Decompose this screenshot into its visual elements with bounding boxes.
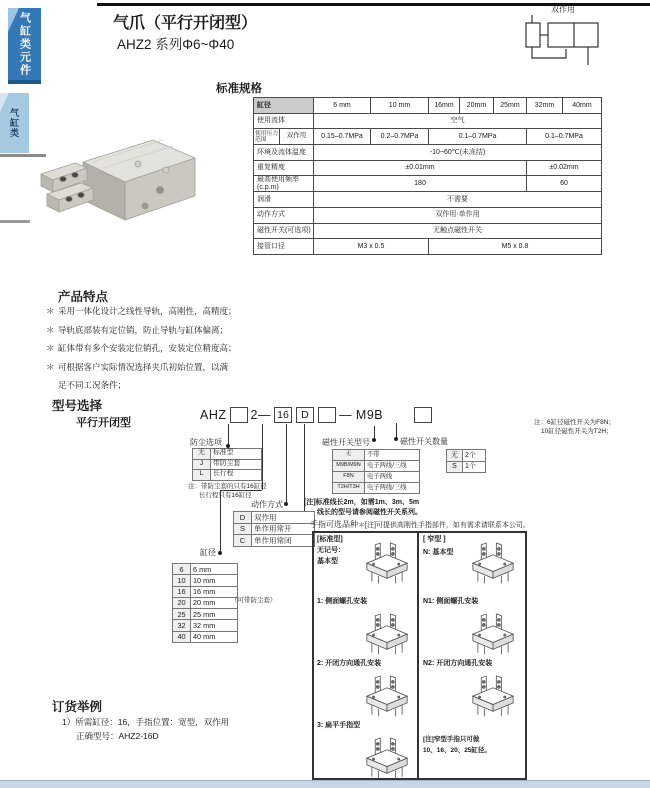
option-row: S 1个	[447, 461, 486, 473]
cable-note-line: [注]标准线长2m，如需1m、3m、5m	[304, 499, 420, 506]
switch-qty-label: 磁性开关数量	[400, 437, 448, 446]
model-section-title: 型号选择	[52, 399, 103, 413]
spec-row: 动作方式 双作用·单作用	[254, 207, 602, 223]
leader-dot	[394, 437, 398, 441]
leader-line	[396, 423, 397, 438]
model-code-box	[230, 407, 248, 423]
finger-option-cell	[420, 719, 521, 781]
finger-option-label: [注]窄型手指只可做	[423, 736, 480, 743]
finger-option-cell	[314, 533, 415, 595]
spec-row: 接管口径 M3 x 0.5 M5 x 0.8	[254, 239, 602, 255]
features-section-title: 产品特点	[58, 290, 109, 304]
spec-row: 使用流体 空气	[254, 113, 602, 129]
sidebar-tab-cylinder	[0, 93, 29, 153]
spec-row: 使用压力范围 双作用 0.15–0.7MPa 0.2–0.7MPa 0.1–0.7MPa 0.1–0.7MPa	[254, 129, 602, 145]
leader-dot	[218, 551, 222, 555]
gripper-icon	[467, 671, 519, 718]
product-photo-gripper	[33, 110, 208, 238]
dust-note-line: 长行程只有16缸径	[199, 492, 252, 499]
model-subtitle: 平行开闭型	[76, 417, 131, 429]
option-row: 32 32 mm	[173, 620, 238, 631]
option-row: 无 不带	[333, 450, 420, 461]
option-row: C 单作用常闭	[234, 535, 315, 547]
pneumatic-circuit-icon	[514, 13, 614, 65]
finger-option-cell	[420, 533, 521, 595]
feature-item: ＊ 缸体带有多个安装定位销孔，安装定位精度高；	[46, 343, 237, 353]
dust-option-table	[192, 448, 262, 481]
model-code-box: 16	[274, 407, 292, 423]
spec-row: 重复精度 ±0.01mm ±0.02mm	[254, 160, 602, 176]
cable-note-line: 线长的型号请参阅磁性开关系列。	[317, 509, 422, 516]
model-code-text: 2—	[250, 407, 271, 422]
leader-line	[374, 426, 375, 438]
feature-item: 足不同工况条件；	[58, 380, 127, 390]
order-example-line: 1）所需缸径：16，手指位置：宽型，双作用	[62, 717, 230, 727]
option-row: M9B/M9N 电子两线/三线	[333, 461, 420, 472]
page-title: 气爪（平行开闭型）	[113, 15, 258, 32]
option-row: 10 10 mm	[173, 575, 238, 586]
finger-options-heading	[310, 519, 530, 530]
sidebar-rule	[0, 220, 30, 223]
sidebar-tab-label: 气缸类	[9, 108, 19, 138]
option-row: T2H/T3H 电子两线/三线	[333, 483, 420, 494]
bore-note: （可带防尘套）	[231, 597, 277, 604]
finger-option-label: 无记号：	[317, 547, 345, 554]
finger-option-label: [ 窄型 ]	[423, 536, 446, 543]
option-row: F8N 电子两线	[333, 472, 420, 483]
option-row: 无 2个	[447, 450, 486, 462]
footer-bar	[0, 780, 650, 788]
dust-note	[188, 482, 267, 500]
pneumatic-diagram-label: 双作用	[551, 5, 575, 14]
leader-line	[262, 424, 263, 490]
specs-table	[253, 97, 602, 255]
dust-option-label: 防尘选项	[190, 438, 222, 447]
gripper-icon	[361, 538, 413, 585]
feature-item: ＊ 导轨底部装有定位销，防止导轨与缸体偏离；	[46, 324, 229, 335]
spec-row: 磁性开关(可选项) 无触点磁性开关	[254, 223, 602, 239]
leader-dot	[284, 502, 288, 506]
option-row: 25 25 mm	[173, 609, 238, 620]
model-code-box	[414, 407, 432, 423]
option-row: 40 40 mm	[173, 631, 238, 642]
gripper-icon	[361, 609, 413, 656]
sidebar-tab-cylinder-components	[8, 8, 41, 84]
bore-option-table	[172, 563, 238, 643]
action-option-table	[233, 511, 315, 547]
cable-length-note	[304, 498, 422, 518]
finger-option-label: 1: 侧面螺孔安装	[317, 598, 368, 605]
gripper-icon	[361, 733, 413, 780]
option-row: D 双作用	[234, 512, 315, 524]
gripper-icon	[467, 609, 519, 656]
option-row: 无 标准型	[193, 449, 262, 460]
switch-model-label: 磁性开关型号	[322, 438, 370, 447]
switch-qty-table	[446, 449, 486, 473]
model-code	[199, 405, 434, 424]
gripper-icon	[361, 671, 413, 718]
panel-standard-column	[314, 533, 415, 778]
page-subtitle: AHZ2 系列Φ6~Φ40	[117, 37, 235, 52]
spec-header-row: 缸径 6 mm 10 mm 16mm 20mm 25mm 32mm 40mm	[254, 98, 602, 114]
option-row: S 单作用常开	[234, 523, 315, 535]
features-list	[46, 305, 237, 398]
spec-row: 润滑 不需要	[254, 192, 602, 208]
panel-narrow-column	[420, 533, 521, 778]
spec-row: 环境及流体温度 -10~60℃(未冻结)	[254, 145, 602, 161]
finger-option-cell	[314, 657, 415, 719]
option-row: L 长行程	[193, 470, 262, 481]
sidebar-tab-label: 气缸类元件	[18, 11, 31, 77]
finger-options-panel	[312, 531, 527, 780]
finger-option-label: 2: 开闭方向通孔安装	[317, 660, 382, 667]
gripper-icon	[467, 538, 519, 585]
finger-options-title: 手指可选品种	[310, 520, 358, 529]
leader-line	[286, 424, 287, 504]
switch-note-line: 10缸径磁性开关为T2H；	[541, 428, 613, 435]
finger-option-label: N1: 侧面螺孔安装	[423, 598, 479, 605]
finger-options-note: ＊[注]可提供高刚性手指部件，如有需求请联系本公司。	[358, 522, 530, 529]
finger-option-label: [标准型]	[317, 536, 343, 543]
switch-model-table	[332, 449, 420, 494]
leader-dot	[372, 438, 376, 442]
switch-note-line: 注：6缸径磁性开关为F8N；	[534, 419, 615, 426]
finger-option-label: N: 基本型	[423, 549, 454, 556]
option-row: J 带防尘套	[193, 459, 262, 470]
order-example-line: 正确型号：AHZ2-16D	[76, 731, 159, 741]
action-option-label: 动作方式	[251, 500, 283, 509]
feature-item: ＊ 采用一体化设计之线性导轨，高刚性，高精度；	[46, 306, 237, 316]
finger-option-cell	[314, 595, 415, 657]
bore-option-label: 缸径	[200, 548, 216, 557]
feature-item: ＊ 可根据客户实际情况选择夹爪初始位置，以满	[46, 361, 229, 372]
model-code-box: D	[296, 407, 314, 423]
dust-note-line: 注：带防尘套的只有16缸径	[188, 483, 267, 490]
model-code-text: AHZ	[200, 407, 227, 422]
finger-option-label: N2: 开闭方向通孔安装	[423, 660, 493, 667]
leader-line	[228, 424, 229, 446]
switch-note	[534, 418, 615, 436]
finger-option-cell	[420, 595, 521, 657]
finger-option-cell	[314, 719, 415, 781]
specs-section-title: 标准规格	[216, 83, 262, 95]
option-row: 16 16 mm	[173, 586, 238, 597]
option-row: 20 20 mm	[173, 597, 238, 608]
option-row: 6 6 mm	[173, 564, 238, 575]
model-code-box	[318, 407, 336, 423]
spec-row: 最高使用频率(c.p.m) 180 60	[254, 176, 602, 192]
panel-divider	[417, 533, 419, 778]
finger-option-cell	[420, 657, 521, 719]
finger-option-label: 10、16、20、25缸径。	[423, 747, 491, 754]
finger-option-label: 基本型	[317, 558, 338, 565]
model-code-text: — M9B	[338, 407, 384, 422]
finger-option-label: 3: 扁平手指型	[317, 722, 361, 729]
order-section-title: 订货举例	[52, 700, 103, 714]
